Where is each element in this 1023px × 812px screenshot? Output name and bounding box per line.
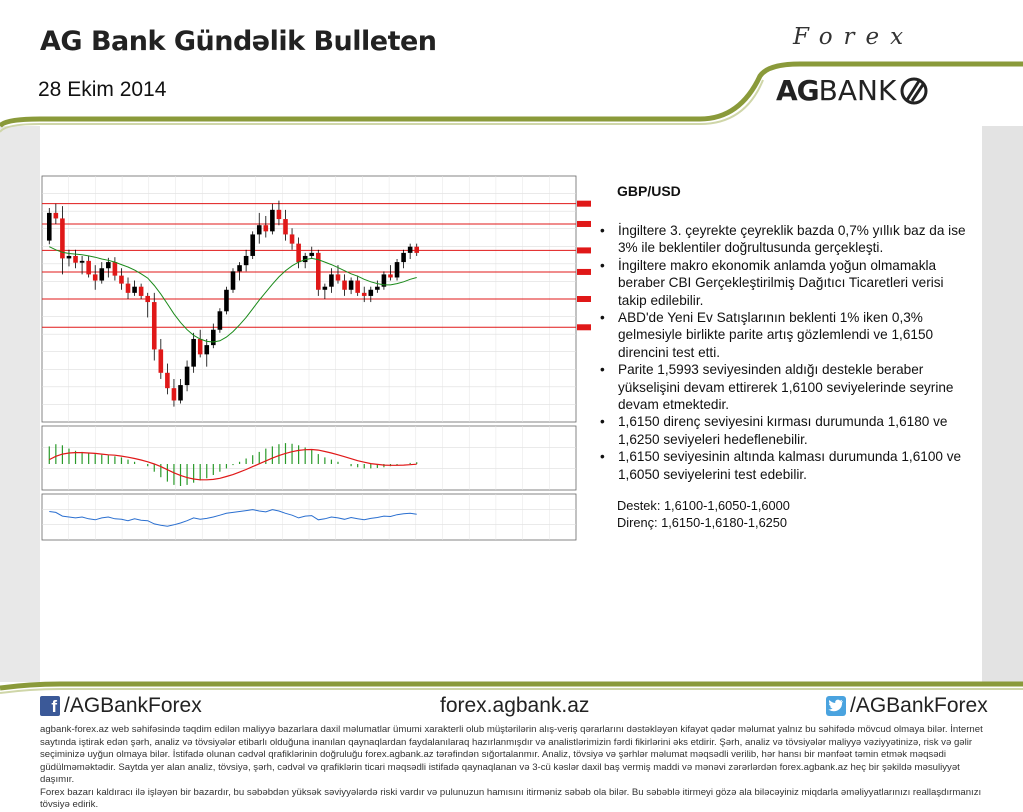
candle-body	[191, 339, 196, 367]
level-marker	[577, 296, 591, 302]
candle-body	[152, 302, 157, 349]
gbpusd-chart	[40, 174, 592, 548]
candle-body	[113, 262, 118, 276]
candle-body	[132, 287, 137, 293]
disclaimer-line: güdülməməktədir. Saytda yer alan analiz, tövsiyə, şərh, cədvəl və qrafiklərin ticari məqsədli istifadə qaynaqlanan və 3-cü kəslər daxil baş vermiş maddi və mənəvi zərərlərdən forex.agbank.az heç bir şəkildə məsuliyyət daşımır.	[40, 761, 960, 785]
analysis-bullet	[598, 448, 968, 483]
bullet-text: İngiltere makro ekonomik anlamda yoğun olmamakla beraber CBI Gerçekleştirilmiş Dağıtıcı Ticaretleri verisi takip edilebilir.	[618, 257, 944, 308]
candle-body	[80, 261, 85, 263]
candle-body	[106, 262, 111, 268]
candle-body	[414, 247, 419, 253]
level-marker	[577, 201, 591, 207]
bulletin-date: 28 Ekim 2014	[38, 78, 167, 101]
analysis-bullet	[598, 413, 968, 448]
currency-pair-title: GBP/USD	[617, 183, 681, 199]
level-marker	[577, 247, 591, 253]
level-marker	[577, 221, 591, 227]
analysis-bullet	[598, 257, 968, 309]
disclaimer-line: saytında iştirak edən şərh, analiz və tövsiyələr etibarlı olduğuna inanılan qaynaqlardan faydalanılaraq hazırlanmışdır və analistlərimizin fərdi fikirlərini əks etdirir. Şərh, analiz və tövsiyələr maliyyə vəziyyətinizə, risk və gəlir	[40, 736, 973, 748]
candle-body	[375, 287, 380, 290]
agbank-logo-ag: AG	[776, 74, 819, 107]
resistance-levels: Direnç: 1,6150-1,6180-1,6250	[617, 515, 788, 531]
bullet-text: 1,6150 direnç seviyesini kırması durumunda 1,6180 ve 1,6250 seviyeleri hedeflenebilir.	[618, 414, 948, 447]
candle-body	[231, 271, 236, 289]
bullet-dot: •	[600, 449, 605, 465]
candle-body	[264, 225, 269, 231]
candle-body	[47, 213, 52, 241]
twitter-handle: /AGBankForex	[850, 694, 988, 717]
candle-body	[408, 247, 413, 253]
candle-body	[119, 276, 124, 284]
analysis-bullets	[598, 222, 968, 483]
candle-body	[211, 330, 216, 345]
candle-body	[93, 274, 98, 280]
website-link[interactable]: forex.agbank.az	[440, 694, 590, 717]
candle-body	[86, 261, 91, 275]
candle-body	[296, 244, 301, 262]
candle-body	[355, 281, 360, 293]
candle-body	[250, 234, 255, 256]
right-margin	[982, 126, 1023, 682]
candle-body	[224, 290, 229, 312]
level-marker	[577, 269, 591, 275]
candle-body	[165, 373, 170, 388]
forex-logo: Forex	[793, 24, 915, 50]
candle-body	[257, 225, 262, 234]
candle-body	[139, 287, 144, 296]
page-title: AG Bank Gündəlik Bulleten	[40, 26, 437, 57]
candle-body	[73, 256, 78, 263]
bullet-dot: •	[600, 257, 605, 273]
bullet-text: ABD'de Yeni Ev Satışlarının beklenti 1% iken 0,3% gelmesiyle birlikte parite artış gözlemlendi ve 1,6150 direncini test etti.	[618, 310, 934, 360]
candle-body	[204, 345, 209, 354]
candle-body	[362, 293, 367, 296]
agbank-logo-bank: BANK	[818, 74, 897, 107]
agbank-logo	[776, 74, 929, 107]
disclaimer-line: Forex bazarı kaldıracı ilə işləyən bir bazardır, bu səbəbdən yüksək səviyyələrdə riski vardır və pulunuzun hamısını itirməniz səbəb ola bilər. Bu səbəblə itirmeyi gözə ala biləcəyiniz miqdarla əməliyyatlarınızı reallaşdırmanızı	[40, 786, 982, 798]
bullet-dot: •	[600, 310, 605, 326]
candle-body	[309, 253, 314, 256]
candle-body	[126, 284, 131, 293]
twitter-link[interactable]	[826, 694, 988, 718]
analysis-bullet	[598, 222, 968, 257]
levels-block	[617, 497, 968, 531]
candle-body	[323, 287, 328, 290]
candle-body	[329, 274, 334, 286]
candle-body	[178, 385, 183, 400]
candle-body	[395, 262, 400, 277]
candle-body	[283, 219, 288, 234]
bullet-dot: •	[600, 414, 605, 430]
bullet-text: 1,6150 seviyesinin altında kalması durumunda 1,6100 ve 1,6050 seviyelerini test edebilir.	[618, 449, 962, 482]
bullet-dot: •	[600, 362, 605, 378]
analysis-column	[598, 183, 968, 531]
candle-body	[277, 210, 282, 219]
support-levels: Destek: 1,6100-1,6050-1,6000	[617, 498, 790, 514]
candle-body	[401, 253, 406, 262]
level-marker	[577, 324, 591, 330]
disclaimer-line: seçiminizə uyğun olmaya bilər. İstifadə olunan cədvəl qrafiklərinin doğruluğu forex.agbank.az tərəfindən sığortalanmır. Analiz, tövsiyə və şərhlər məlumat məqsədli verilib, hər hansı bir mənfəət təmin etmək məqsədi	[40, 749, 947, 760]
bullet-dot: •	[600, 223, 605, 238]
facebook-icon: f	[40, 696, 60, 716]
bullet-text: Parite 1,5993 seviyesinden aldığı destekle beraber yükselişini devam ettirerek 1,6100 seviyelerinde seyrine devam etmektedir.	[618, 362, 954, 413]
disclaimer-line: tövsiyə edirik.	[40, 799, 99, 810]
candle-body	[316, 253, 321, 290]
analysis-bullet	[598, 309, 968, 361]
candle-body	[54, 213, 59, 219]
candle-body	[368, 290, 373, 296]
candle-body	[218, 311, 223, 329]
candle-body	[290, 234, 295, 243]
candle-body	[185, 367, 190, 385]
candle-body	[159, 349, 164, 372]
candle-body	[349, 281, 354, 290]
facebook-link[interactable]	[40, 694, 202, 718]
left-margin	[0, 126, 40, 682]
candle-body	[172, 388, 177, 400]
facebook-handle: /AGBankForex	[64, 694, 202, 717]
candle-body	[388, 274, 393, 277]
candle-body	[237, 265, 242, 271]
legal-disclaimer	[40, 724, 985, 812]
disclaimer-line: agbank-forex.az web səhifəsində təqdim edilən maliyyə bazarlara daxil məlumatlar ümumi xarakterli olub müştərilərin alış-veriş qərarlarını dəstəkləyən kifayət qədər məlumat yalnız bu səhifədə mövcud olmaya bilər. İnternet	[40, 724, 983, 735]
analysis-bullet	[598, 361, 968, 413]
candle-body	[145, 296, 150, 302]
bullet-text: İngiltere 3. çeyrekte çeyreklik bazda 0,7% yıllık baz da ise 3% ile beklentiler doğrultusunda gerçekleşti.	[618, 223, 966, 256]
candle-body	[99, 268, 104, 280]
twitter-icon	[826, 696, 846, 716]
candle-body	[67, 256, 72, 258]
candle-body	[342, 281, 347, 290]
candle-body	[336, 274, 341, 280]
agbank-mark-icon	[899, 76, 929, 106]
candle-body	[270, 210, 275, 232]
candle-body	[244, 256, 249, 265]
candle-body	[198, 339, 203, 354]
